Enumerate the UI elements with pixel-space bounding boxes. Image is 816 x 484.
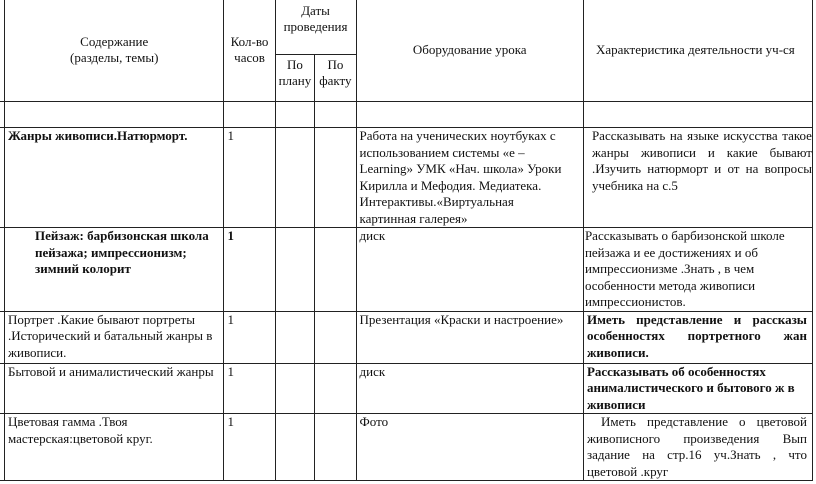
- row-topic: Жанры живописи.Натюрморт.: [5, 128, 224, 228]
- row-hours: 1: [224, 414, 275, 481]
- row-hours: 1: [224, 228, 275, 312]
- header-equipment: Оборудование урока: [356, 0, 583, 102]
- header-content: Содержание (разделы, темы): [5, 0, 224, 102]
- row-activity-text: Рассказывать на языке искусства такое жанры живописи и какие бывают .Изучить натюрморт и от на вопросы учебника на с.5: [591, 128, 812, 193]
- row-hours: 1: [224, 128, 275, 228]
- row-equipment: диск: [356, 228, 583, 312]
- empty-row: [0, 102, 813, 128]
- table-row: [0, 363, 813, 414]
- row-activity: [583, 414, 812, 481]
- row-equipment: Фото: [356, 414, 583, 481]
- row-activity-text: Иметь представление о цветовой живописного произведения Вып задание на стр.16 уч.Знать , что цветовой .круг: [586, 414, 807, 479]
- row-activity-text: Иметь представление и рассказы особенностях портретного жан живописи.: [586, 311, 807, 360]
- row-equipment: диск: [356, 363, 583, 414]
- row-hours: 1: [224, 363, 275, 414]
- row-topic: Портрет .Какие бывают портреты .Исторический и батальный жанры в живописи.: [5, 311, 224, 363]
- row-activity: [583, 311, 812, 363]
- table-row: [0, 311, 813, 363]
- row-equipment: Презентация «Краски и настроение»: [356, 311, 583, 363]
- table-row: [0, 128, 813, 228]
- header-actual: По факту: [315, 55, 356, 102]
- row-activity: [583, 363, 812, 414]
- row-topic: Цветовая гамма .Твоя мастерская:цветовой круг.: [5, 414, 224, 481]
- row-hours: 1: [224, 311, 275, 363]
- header-by-plan: По плану: [275, 55, 315, 102]
- row-activity-text: Рассказывать о барбизонской школе пейзажа и ее достижениях и об импрессионизме .Знать , в чем особенности метода живописи импрессионистов.: [584, 228, 785, 309]
- row-equipment: Работа на ученических ноутбуках с использованием системы «е – Learning» УМК «Нач. школа» Уроки Кирилла и Мефодия. Медиатека. Интерактивы.«Виртуальная картинная галерея»: [356, 128, 583, 228]
- row-activity: [583, 228, 812, 312]
- row-activity: [583, 128, 812, 228]
- header-hours: Кол-во часов: [224, 0, 275, 102]
- row-activity-text: Рассказывать об особенностях анималистического и бытового ж в живописи: [586, 363, 795, 412]
- row-topic: Пейзаж: барбизонская школа пейзажа; импрессионизм; зимний колорит: [5, 228, 224, 312]
- header-dates: Даты проведения: [275, 0, 356, 55]
- header-activity: Характеристика деятельности уч-ся: [583, 0, 812, 102]
- table-row: [0, 228, 813, 312]
- row-topic: Бытовой и анималистический жанры: [5, 363, 224, 414]
- table-row: [0, 414, 813, 481]
